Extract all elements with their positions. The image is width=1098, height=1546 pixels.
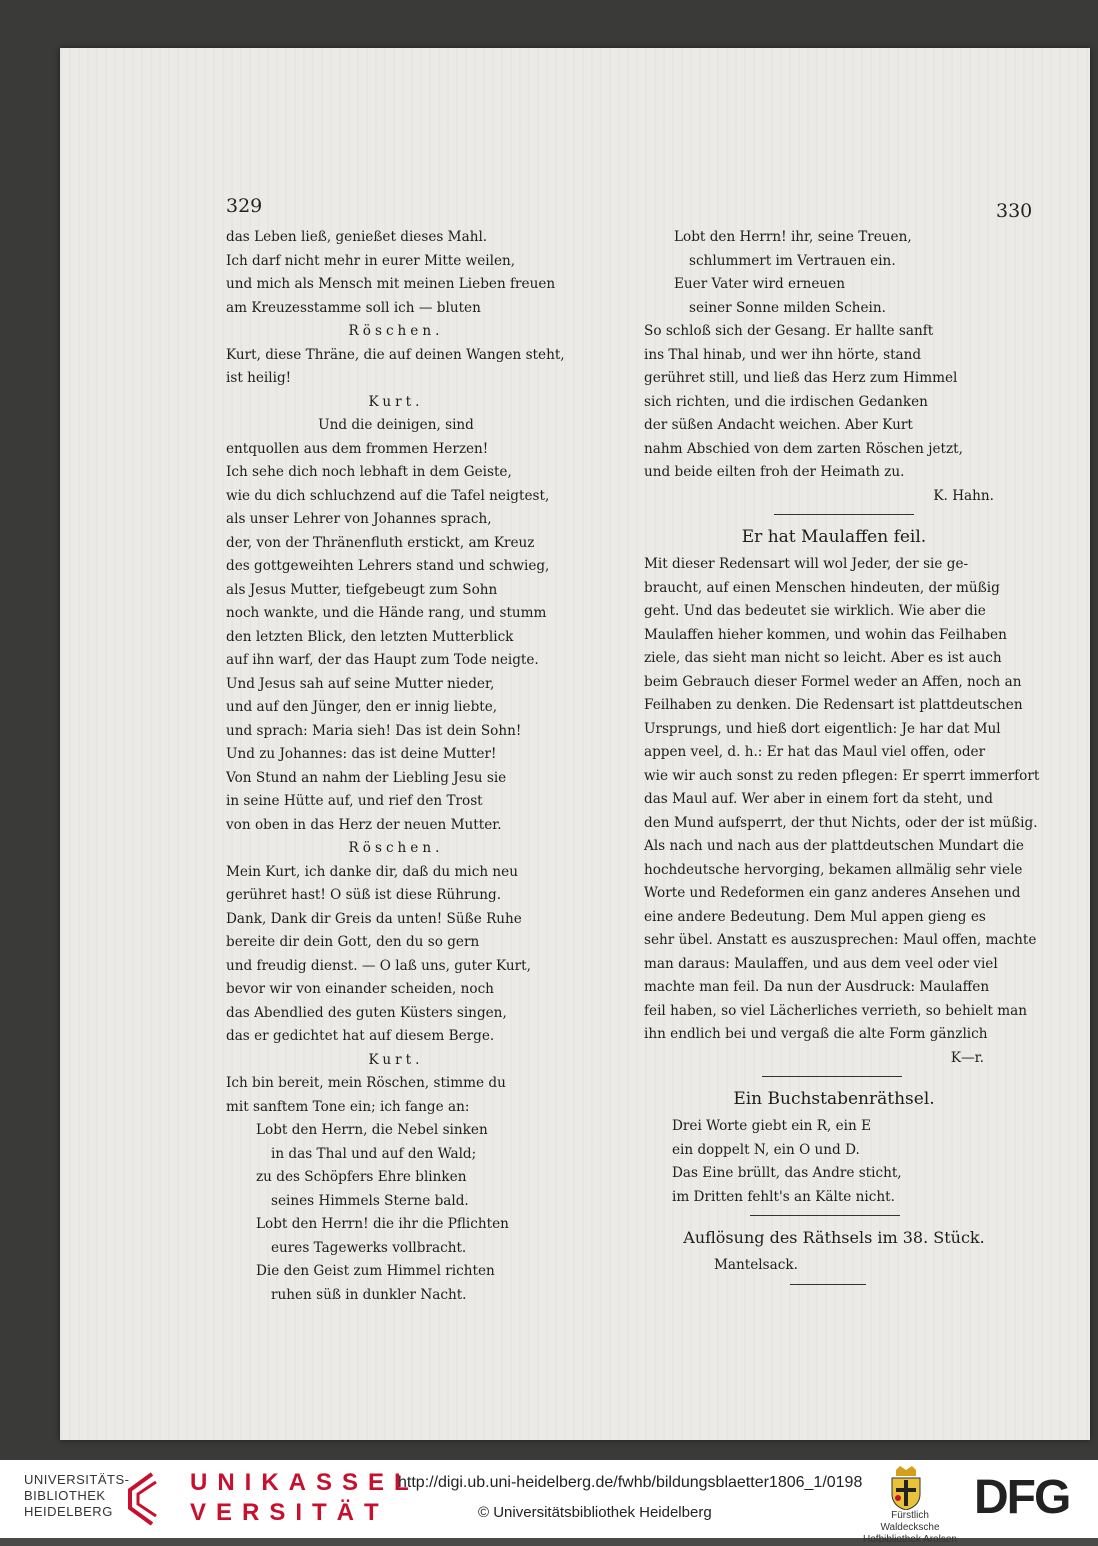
left-column — [226, 226, 566, 1307]
text-line: ruhen süß in dunkler Nacht. — [271, 1286, 467, 1303]
text-line: Und Jesus sah auf seine Mutter nieder, — [226, 675, 495, 692]
logo-text: Hofbibliothek Arolsen — [863, 1534, 957, 1545]
text-line: bereite dir dein Gott, den du so gern — [226, 934, 480, 950]
signature-hahn: K. Hahn. — [933, 487, 994, 504]
text-line: und freudig dienst. — O laß uns, guter Kurt, — [226, 957, 531, 974]
article-line: Mit dieser Redensart will wol Jeder, der sie ge- — [644, 556, 969, 572]
article-title: Er hat Maulaffen feil. — [741, 527, 927, 547]
text-line: Und zu Johannes: das ist deine Mutter! — [226, 746, 497, 762]
article-line: das Maul auf. Wer aber in einem fort da steht, und — [644, 791, 994, 807]
text-line: in das Thal und auf den Wald; — [271, 1145, 477, 1162]
divider — [750, 1215, 900, 1216]
text-line: So schloß sich der Gesang. Er hallte sanft — [644, 323, 934, 339]
copyright-notice: © Universitätsbibliothek Heidelberg — [478, 1504, 712, 1521]
text-line: Ich bin bereit, mein Röschen, stimme du — [226, 1075, 506, 1091]
text-line: Und die deinigen, sind — [318, 417, 474, 433]
logo-text: UNIKASSEL — [190, 1469, 419, 1496]
text-line: gerühret still, und ließ das Herz zum Himmel — [644, 370, 958, 386]
text-line: den letzten Blick, den letzten Mutterblick — [226, 628, 514, 645]
text-line: als unser Lehrer von Johannes sprach, — [226, 511, 492, 527]
text-line: eures Tagewerks vollbracht. — [271, 1239, 467, 1256]
text-line: Kurt. — [368, 1051, 424, 1068]
logo-text: UNIVERSITÄTS- — [24, 1472, 130, 1487]
riddle-title: Ein Buchstabenräthsel. — [733, 1089, 935, 1109]
divider — [762, 1076, 902, 1077]
footer-bar — [0, 1460, 1098, 1545]
article-line: Worte und Redeformen ein ganz anderes Ansehen und — [644, 885, 1021, 901]
text-line: und sprach: Maria sieh! Das ist dein Sohn! — [226, 722, 522, 739]
text-line: Ich sehe dich noch lebhaft in dem Geiste, — [226, 464, 512, 480]
text-line: bevor wir von einander scheiden, noch — [226, 981, 494, 997]
text-line: nahm Abschied von dem zarten Röschen jetzt, — [644, 440, 963, 457]
text-line: das Leben ließ, genießet dieses Mahl. — [226, 229, 488, 245]
text-line: ins Thal hinab, und wer ihn hörte, stand — [644, 346, 922, 363]
article-line: appen veel, d. h.: Er hat das Maul viel offen, oder — [644, 744, 986, 760]
article-line: Als nach und nach aus der plattdeutschen Mundart die — [644, 838, 1024, 854]
text-line: das Abendlied des guten Küsters singen, — [226, 1004, 507, 1021]
logo-text: BIBLIOTHEK — [24, 1488, 106, 1503]
article-line: man daraus: Maulaffen, und aus dem veel oder viel — [644, 955, 998, 972]
article-line: den Mund aufsperrt, der thut Nichts, oder der ist müßig. — [644, 814, 1038, 831]
article-line: braucht, auf einen Menschen hindeuten, der müßig — [644, 579, 1000, 596]
article-line: ziele, das sieht man nicht so leicht. Aber es ist auch — [644, 650, 1002, 666]
page-number-left: 329 — [226, 195, 263, 217]
article-line: beim Gebrauch dieser Formel weder an Affen, noch an — [644, 673, 1022, 690]
riddle-line: ein doppelt N, ein O und D. — [672, 1141, 860, 1158]
text-line: Ich darf nicht mehr in eurer Mitte weilen, — [226, 252, 516, 269]
text-line: der, von der Thränenfluth erstickt, am Kreuz — [226, 534, 535, 551]
article-line: geht. Und das bedeutet sie wirklich. Wie aber die — [644, 603, 986, 619]
article-line: sehr übel. Anstatt es auszusprechen: Maul offen, machte — [644, 932, 1037, 948]
text-line: Kurt. — [368, 393, 424, 410]
article-line: Feilhaben zu denken. Die Redensart ist plattdeutschen — [644, 697, 1023, 713]
riddle-line: Das Eine brüllt, das Andre sticht, — [672, 1165, 902, 1181]
article-line: feil haben, so viel Lächerliches verrieth, so behielt man — [644, 1002, 1027, 1019]
riddle-line: im Dritten fehlt's an Kälte nicht. — [672, 1188, 895, 1205]
article-line: eine andere Bedeutung. Dem Mul appen gieng es — [644, 908, 986, 925]
text-line: seines Himmels Sterne bald. — [271, 1192, 469, 1209]
riddle-line: Drei Worte giebt ein R, ein E — [672, 1118, 871, 1134]
text-line: als Jesus Mutter, tiefgebeugt zum Sohn — [226, 581, 498, 598]
verse-line: Lobt den Herrn! ihr, seine Treuen, — [674, 229, 912, 245]
text-line: und auf den Jünger, den er innig liebte, — [226, 699, 498, 715]
text-line: sich richten, und die irdischen Gedanken — [644, 393, 928, 410]
verse-line: seiner Sonne milden Schein. — [689, 299, 886, 316]
article-line: hochdeutsche hervorging, bekamen allmälig sehr viele — [644, 861, 1023, 878]
text-line: noch wankte, und die Hände rang, und stumm — [226, 605, 547, 621]
text-line: und beide eilten froh der Heimath zu. — [644, 464, 905, 480]
article-line: Ursprungs, und hieß dort eigentlich: Je har dat Mul — [644, 720, 1001, 737]
kassel-mark-icon — [122, 1470, 158, 1528]
text-line: auf ihn warf, der das Haupt zum Tode neigte. — [226, 652, 539, 668]
solution-title: Auflösung des Räthsels im 38. Stück. — [683, 1228, 985, 1247]
text-line: Lobt den Herrn! die ihr die Pflichten — [256, 1216, 509, 1232]
text-line: das er gedichtet hat auf diesem Berge. — [226, 1028, 495, 1044]
article-line: wie wir auch sonst zu reden pflegen: Er sperrt immerfort — [644, 767, 1040, 784]
article-line: machte man feil. Da nun der Ausdruck: Maulaffen — [644, 979, 990, 995]
page-number-right: 330 — [996, 200, 1033, 222]
text-line: Kurt, diese Thräne, die auf deinen Wangen steht, — [226, 346, 565, 363]
text-line: von oben in das Herz der neuen Mutter. — [226, 816, 502, 833]
permalink-url[interactable]: http://digi.ub.uni-heidelberg.de/fwhb/bildungsblaetter1806_1/0198 — [398, 1474, 863, 1491]
text-line: Mein Kurt, ich danke dir, daß du mich neu — [226, 863, 518, 880]
text-line: Von Stund an nahm der Liebling Jesu sie — [226, 769, 507, 786]
heidelberg-library-logo[interactable] — [24, 1472, 129, 1520]
article-line: Maulaffen hieher kommen, und wohin das Feilhaben — [644, 626, 1007, 643]
verse-line: Euer Vater wird erneuen — [674, 276, 845, 292]
text-line: Die den Geist zum Himmel richten — [256, 1263, 495, 1279]
text-line: gerühret hast! O süß ist diese Rührung. — [226, 887, 502, 903]
text-line: Dank, Dank dir Greis da unten! Süße Ruhe — [226, 910, 522, 927]
divider — [790, 1284, 866, 1285]
dfg-logo[interactable]: DFG — [974, 1471, 1070, 1524]
text-line: der süßen Andacht weichen. Aber Kurt — [644, 417, 913, 433]
text-line: zu des Schöpfers Ehre blinken — [256, 1169, 467, 1185]
text-line: des gottgeweihten Lehrers stand und schwieg, — [226, 558, 550, 574]
text-line: Röschen. — [348, 323, 444, 339]
arolsen-library-logo[interactable] — [862, 1510, 958, 1546]
text-line: Lobt den Herrn, die Nebel sinken — [256, 1122, 488, 1138]
solution-text: Mantelsack. — [714, 1257, 798, 1273]
text-line: ist heilig! — [226, 370, 292, 386]
text-line: am Kreuzesstamme soll ich — bluten — [226, 299, 481, 316]
logo-text: HEIDELBERG — [24, 1504, 113, 1519]
text-line: mit sanftem Tone ein; ich fange an: — [226, 1098, 470, 1115]
waldeck-crest-icon — [888, 1466, 924, 1510]
logo-text: VERSITÄT — [190, 1499, 389, 1526]
text-line: und mich als Mensch mit meinen Lieben freuen — [226, 276, 556, 292]
text-line: in seine Hütte auf, und rief den Trost — [226, 793, 483, 809]
signature-kr: K—r. — [950, 1049, 984, 1066]
text-line: Röschen. — [348, 840, 444, 856]
verse-line: schlummert im Vertrauen ein. — [689, 252, 896, 269]
article-line: ihn endlich bei und vergaß die alte Form gänzlich — [644, 1026, 988, 1042]
right-column — [644, 226, 1040, 1291]
uni-kassel-logo[interactable] — [190, 1468, 419, 1528]
text-line: wie du dich schluchzend auf die Tafel neigtest, — [226, 487, 550, 504]
logo-text: Fürstlich Waldecksche — [880, 1510, 940, 1533]
text-line: entquollen aus dem frommen Herzen! — [226, 440, 489, 457]
divider — [774, 514, 914, 515]
